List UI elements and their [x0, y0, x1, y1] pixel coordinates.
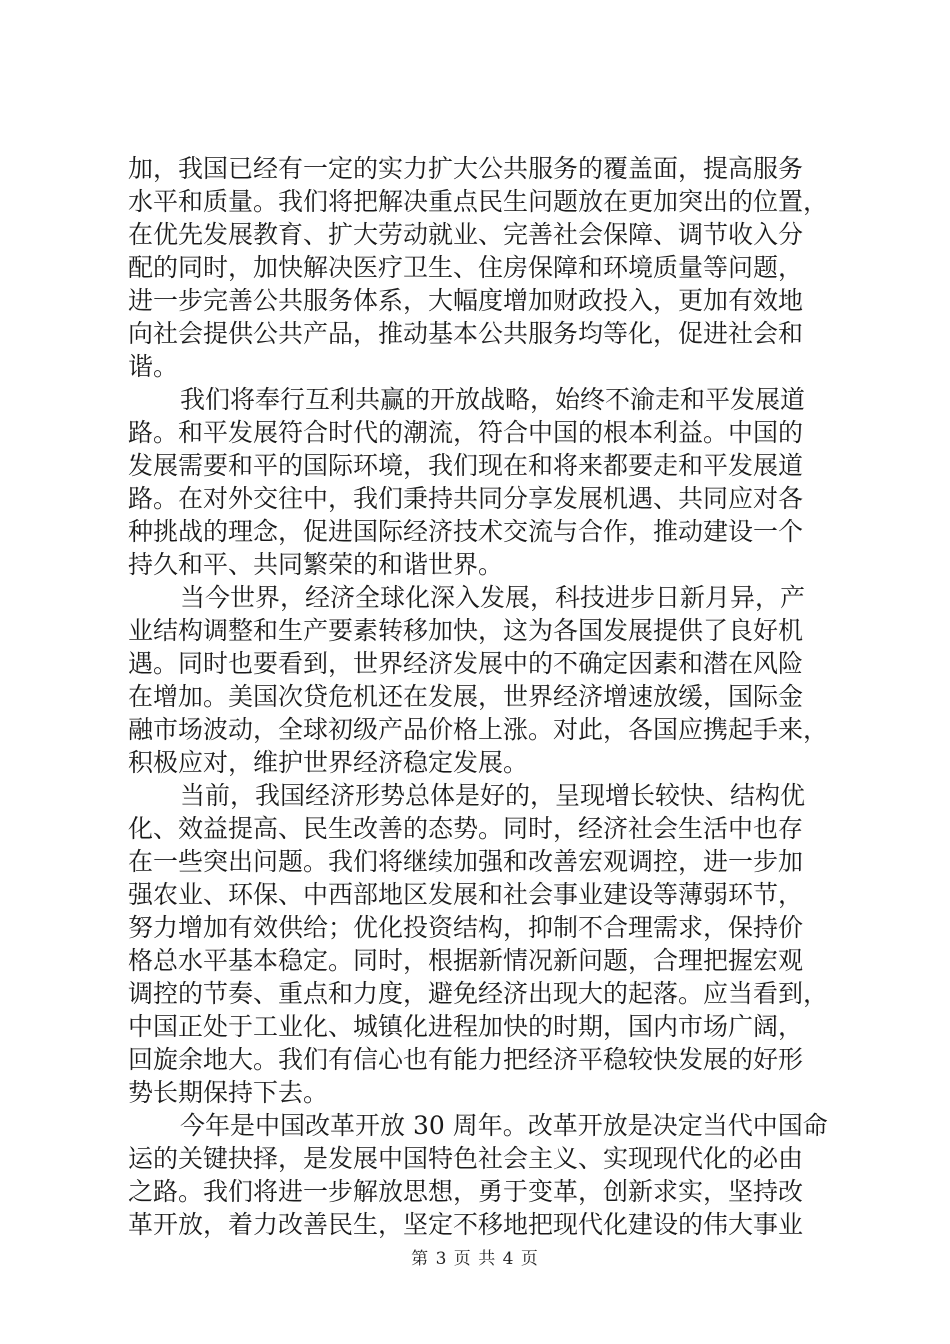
text-line: 业结构调整和生产要素转移加快，这为各国发展提供了良好机 — [128, 616, 804, 645]
text-line: 格总水平基本稳定。同时，根据新情况新问题，合理把握宏观 — [128, 946, 804, 975]
text-line: 加，我国已经有一定的实力扩大公共服务的覆盖面，提高服务 — [128, 154, 804, 183]
text-line: 中国正处于工业化、城镇化进程加快的时期，国内市场广阔， — [128, 1012, 804, 1041]
text-line: 谐。 — [128, 352, 179, 381]
text-line: 之路。我们将进一步解放思想，勇于变革，创新求实，坚持改 — [128, 1177, 804, 1206]
text-line: 革开放，着力改善民生，坚定不移地把现代化建设的伟大事业 — [128, 1210, 804, 1239]
text-line: 路。和平发展符合时代的潮流，符合中国的根本利益。中国的 — [128, 418, 804, 447]
text-line: 势长期保持下去。 — [128, 1078, 329, 1107]
text-line: 在优先发展教育、扩大劳动就业、完善社会保障、调节收入分 — [128, 220, 804, 249]
text-line: 调控的节奏、重点和力度，避免经济出现大的起落。应当看到， — [128, 979, 829, 1008]
text-line: 发展需要和平的国际环境，我们现在和将来都要走和平发展道 — [128, 451, 804, 480]
text-line: 回旋余地大。我们有信心也有能力把经济平稳较快发展的好形 — [128, 1045, 804, 1074]
text-line: 路。在对外交往中，我们秉持共同分享发展机遇、共同应对各 — [128, 484, 804, 513]
paragraph-first-line: 当今世界，经济全球化深入发展，科技进步日新月异，产 — [180, 583, 806, 612]
text-line: 在一些突出问题。我们将继续加强和改善宏观调控，进一步加 — [128, 847, 804, 876]
text-line: 进一步完善公共服务体系，大幅度增加财政投入，更加有效地 — [128, 286, 804, 315]
page-number-footer: 第 3 页 共 4 页 — [411, 1249, 539, 1269]
text-line: 运的关键抉择，是发展中国特色社会主义、实现现代化的必由 — [128, 1144, 804, 1173]
text-line: 化、效益提高、民生改善的态势。同时，经济社会生活中也存 — [128, 814, 804, 843]
text-line: 融市场波动，全球初级产品价格上涨。对此，各国应携起手来， — [128, 715, 829, 744]
paragraph-first-line: 今年是中国改革开放 30 周年。改革开放是决定当代中国命 — [180, 1111, 828, 1140]
text-line: 积极应对，维护世界经济稳定发展。 — [128, 748, 529, 777]
text-line: 在增加。美国次贷危机还在发展，世界经济增速放缓，国际金 — [128, 682, 804, 711]
text-line: 向社会提供公共产品，推动基本公共服务均等化，促进社会和 — [128, 319, 804, 348]
paragraph-first-line: 我们将奉行互利共赢的开放战略，始终不渝走和平发展道 — [180, 385, 806, 414]
text-line: 遇。同时也要看到，世界经济发展中的不确定因素和潜在风险 — [128, 649, 804, 678]
text-line: 强农业、环保、中西部地区发展和社会事业建设等薄弱环节， — [128, 880, 804, 909]
text-line: 努力增加有效供给；优化投资结构，抑制不合理需求，保持价 — [128, 913, 804, 942]
text-line: 持久和平、共同繁荣的和谐世界。 — [128, 550, 504, 579]
document-body — [128, 152, 833, 1241]
text-line: 种挑战的理念，促进国际经济技术交流与合作，推动建设一个 — [128, 517, 804, 546]
text-line: 配的同时，加快解决医疗卫生、住房保障和环境质量等问题， — [128, 253, 804, 282]
paragraph-first-line: 当前，我国经济形势总体是好的，呈现增长较快、结构优 — [180, 781, 806, 810]
text-line: 水平和质量。我们将把解决重点民生问题放在更加突出的位置， — [128, 187, 829, 216]
